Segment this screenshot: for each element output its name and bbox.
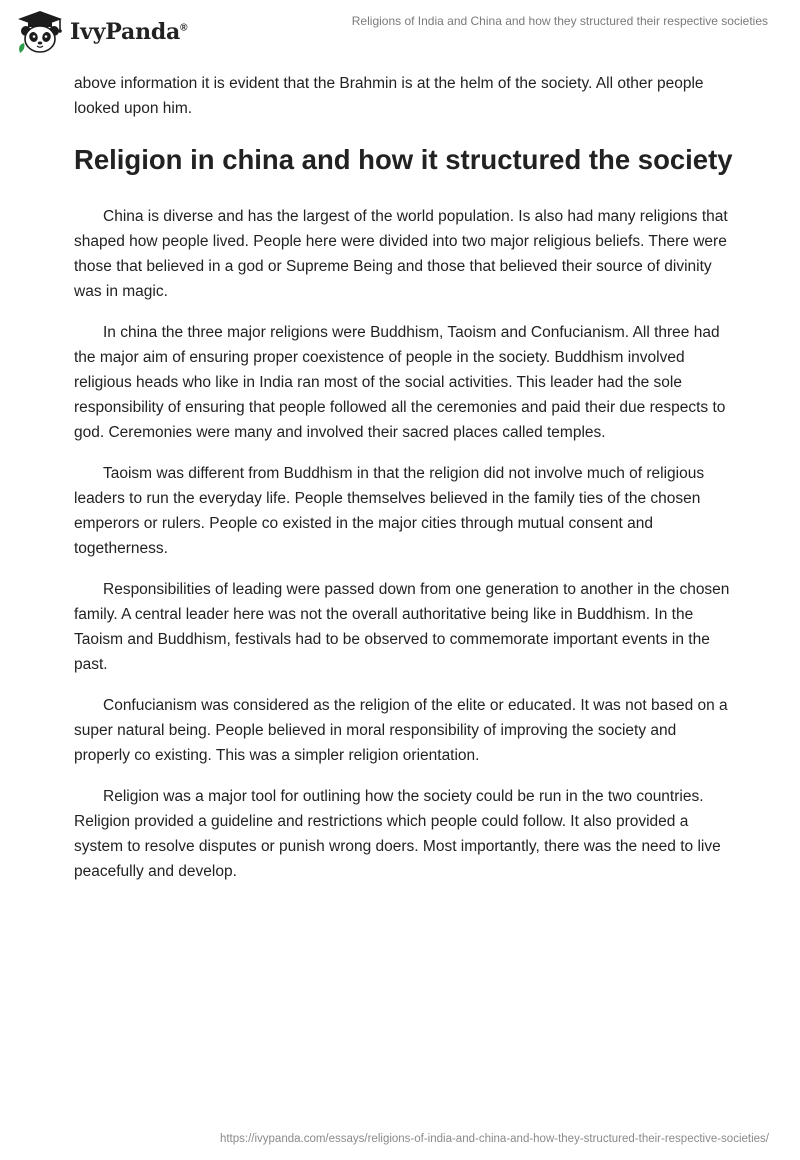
- panda-graduation-cap-icon: [14, 9, 66, 55]
- essay-content: [74, 71, 734, 900]
- body-paragraph: Taoism was different from Buddhism in that the religion did not involve much of religious leaders to run the everyday life. People themselves believed in the family ties of the chosen emperors or rulers. People co existed in the major cities through mutual consent and togetherness.: [74, 465, 705, 557]
- lead-paragraph: above information it is evident that the Brahmin is at the helm of the society. All other people looked upon him.: [74, 75, 704, 117]
- ivypanda-logo[interactable]: [14, 9, 187, 55]
- body-paragraph: Confucianism was considered as the religion of the elite or educated. It was not based on a super natural being. People believed in moral responsibility of improving the society and properly co existing. This was a simpler religion orientation.: [74, 697, 728, 764]
- section-heading: Religion in china and how it structured the society: [74, 144, 733, 175]
- body-paragraph: Responsibilities of leading were passed down from one generation to another in the chosen family. A central leader here was not the overall authoritative being like in Buddhism. In the Taoism and Buddhism, festivals had to be observed to commemorate important events in the past.: [74, 581, 730, 673]
- logo-wordmark: IvyPanda®: [70, 19, 188, 45]
- page-header: [0, 0, 800, 60]
- footer-source-url[interactable]: https://ivypanda.com/essays/religions-of-india-and-china-and-how-they-structured-their-respective-societies/: [219, 1133, 769, 1145]
- body-paragraph: China is diverse and has the largest of the world population. Is also had many religions that shaped how people lived. People here were divided into two major religious beliefs. There were those that believed in a god or Supreme Being and those that believed their source of divinity was in magic.: [74, 208, 728, 300]
- body-paragraph: Religion was a major tool for outlining how the society could be run in the two countries. Religion provided a guideline and restrictions which people could follow. It also provided a system to resolve disputes or punish wrong doers. Most importantly, there was the need to live peacefully and develop.: [74, 788, 721, 880]
- document-title: Religions of India and China and how they structured their respective societies: [351, 14, 768, 28]
- body-paragraph: In china the three major religions were Buddhism, Taoism and Confucianism. All three had the major aim of ensuring proper coexistence of people in the society. Buddhism involved religious heads who like in India ran most of the social activities. This leader had the sole responsibility of ensuring that people followed all the ceremonies and paid their due respects to god. Ceremonies were many and involved their sacred places called temples.: [74, 324, 726, 441]
